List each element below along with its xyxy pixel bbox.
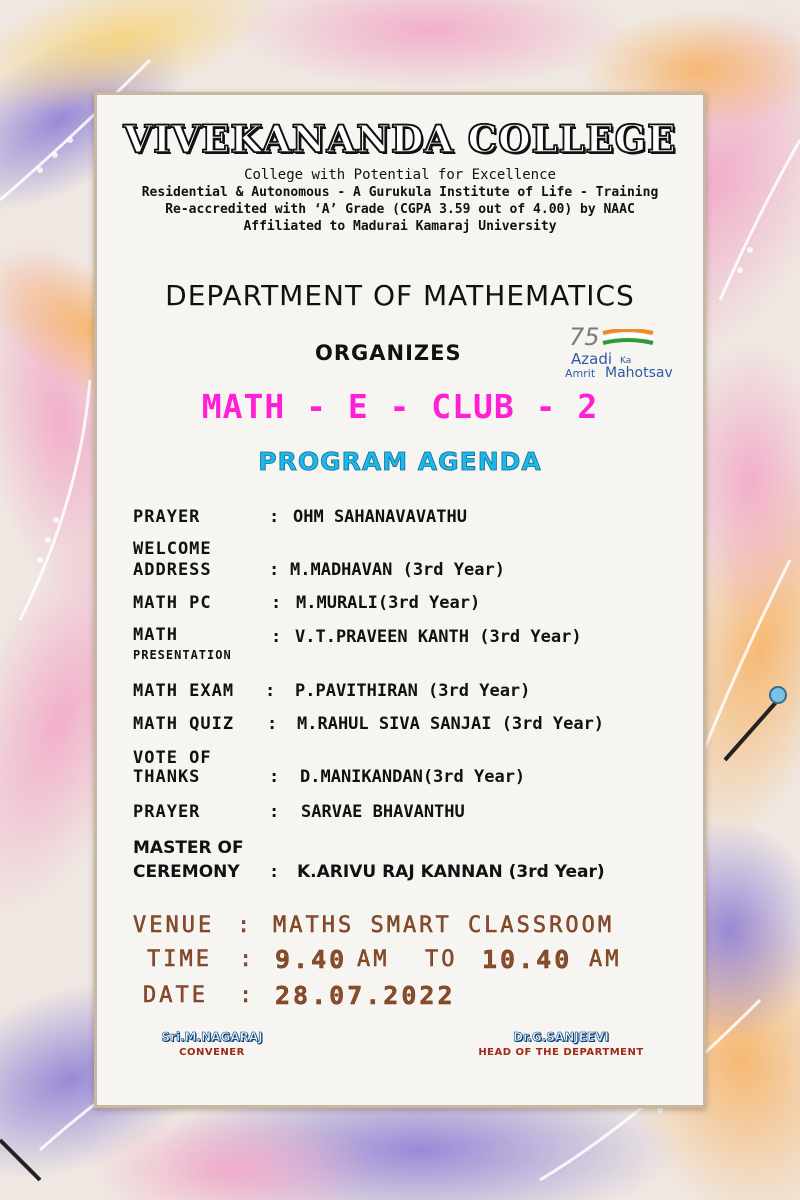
college-info-line: Residential & Autonomous - A Gurukula Institute of Life - Training	[141, 185, 659, 200]
time-colon: :	[239, 947, 256, 972]
agenda-label: THANKS	[133, 767, 201, 787]
agenda-label: PRAYER	[133, 507, 201, 527]
agenda-colon: :	[269, 862, 280, 882]
organizes-text: ORGANIZES	[315, 341, 462, 365]
agenda-label: MATH PC	[133, 593, 212, 613]
azadi-ka-amrit-mahotsav-logo	[565, 323, 685, 387]
logo-number: 75	[569, 323, 600, 351]
agenda-label: VOTE OF	[133, 748, 212, 768]
agenda-card	[94, 92, 706, 1108]
agenda-value: M.MURALI(3rd Year)	[296, 593, 481, 613]
agenda-colon: :	[265, 681, 276, 701]
agenda-label: PRESENTATION	[133, 648, 232, 662]
convener-name: Sri.M.NAGARAJ	[161, 1030, 263, 1044]
agenda-value: M.MADHAVAN (3rd Year)	[290, 560, 505, 580]
department-title: DEPARTMENT OF MATHEMATICS	[165, 279, 635, 312]
agenda-value: D.MANIKANDAN(3rd Year)	[300, 767, 526, 787]
agenda-colon: :	[269, 802, 280, 822]
agenda-colon: :	[271, 593, 282, 613]
agenda-colon: :	[267, 714, 278, 734]
date-colon: :	[239, 983, 256, 1008]
agenda-value: OHM SAHANAVAVATHU	[293, 507, 467, 527]
agenda-label: CEREMONY	[133, 862, 240, 882]
agenda-value: SARVAE BHAVANTHU	[301, 802, 465, 822]
event-title: MATH - E - CLUB - 2	[201, 387, 599, 426]
venue-value: MATHS SMART CLASSROOM	[273, 913, 615, 938]
logo-word-ka: Ka	[620, 356, 632, 366]
logo-word-amrit: Amrit	[565, 367, 596, 380]
logo-word-azadi: Azadi	[571, 350, 613, 368]
date-value: 28.07.2022	[275, 981, 456, 1010]
affiliation-line: Affiliated to Madurai Kamaraj University	[243, 219, 557, 234]
agenda-colon: :	[271, 627, 282, 647]
agenda-value: M.RAHUL SIVA SANJAI (3rd Year)	[297, 714, 605, 734]
agenda-label: PRAYER	[133, 802, 201, 822]
hod-name: Dr.G.SANJEEVI	[513, 1030, 609, 1044]
agenda-label: MATH QUIZ	[133, 714, 235, 734]
convener-role: CONVENER	[179, 1047, 245, 1058]
flag-swoosh-icon	[601, 329, 655, 345]
agenda-colon: :	[269, 560, 280, 580]
agenda-value: V.T.PRAVEEN KANTH (3rd Year)	[295, 627, 582, 647]
agenda-label: MASTER OF	[133, 838, 244, 858]
college-name: VIVEKANANDA COLLEGE	[123, 117, 677, 161]
signature-hod	[461, 1030, 661, 1058]
agenda-label: MATH	[133, 625, 178, 645]
agenda-title: PROGRAM AGENDA	[258, 447, 542, 476]
college-tagline: College with Potential for Excellence	[244, 167, 556, 183]
time-label: TIME	[147, 947, 212, 972]
agenda-value: P.PAVITHIRAN (3rd Year)	[295, 681, 531, 701]
time-start: 9.40	[275, 945, 348, 974]
agenda-label: ADDRESS	[133, 560, 212, 580]
signature-convener	[137, 1030, 287, 1058]
venue-colon: :	[237, 913, 254, 938]
time-am: AM	[357, 947, 390, 972]
agenda-colon: :	[269, 507, 280, 527]
time-end: 10.40	[482, 945, 573, 974]
agenda-label: MATH EXAM	[133, 681, 235, 701]
date-label: DATE	[143, 983, 208, 1008]
agenda-colon: :	[269, 767, 280, 787]
logo-word-mahotsav: Mahotsav	[605, 365, 673, 381]
hod-role: HEAD OF THE DEPARTMENT	[478, 1047, 644, 1058]
time-to: TO	[425, 947, 458, 972]
agenda-value: K.ARIVU RAJ KANNAN (3rd Year)	[297, 862, 605, 882]
agenda-label: WELCOME	[133, 539, 212, 559]
time-am: AM	[589, 947, 622, 972]
accreditation-line: Re-accredited with ‘A’ Grade (CGPA 3.59 out of 4.00) by NAAC	[165, 202, 635, 217]
venue-label: VENUE	[133, 913, 215, 938]
